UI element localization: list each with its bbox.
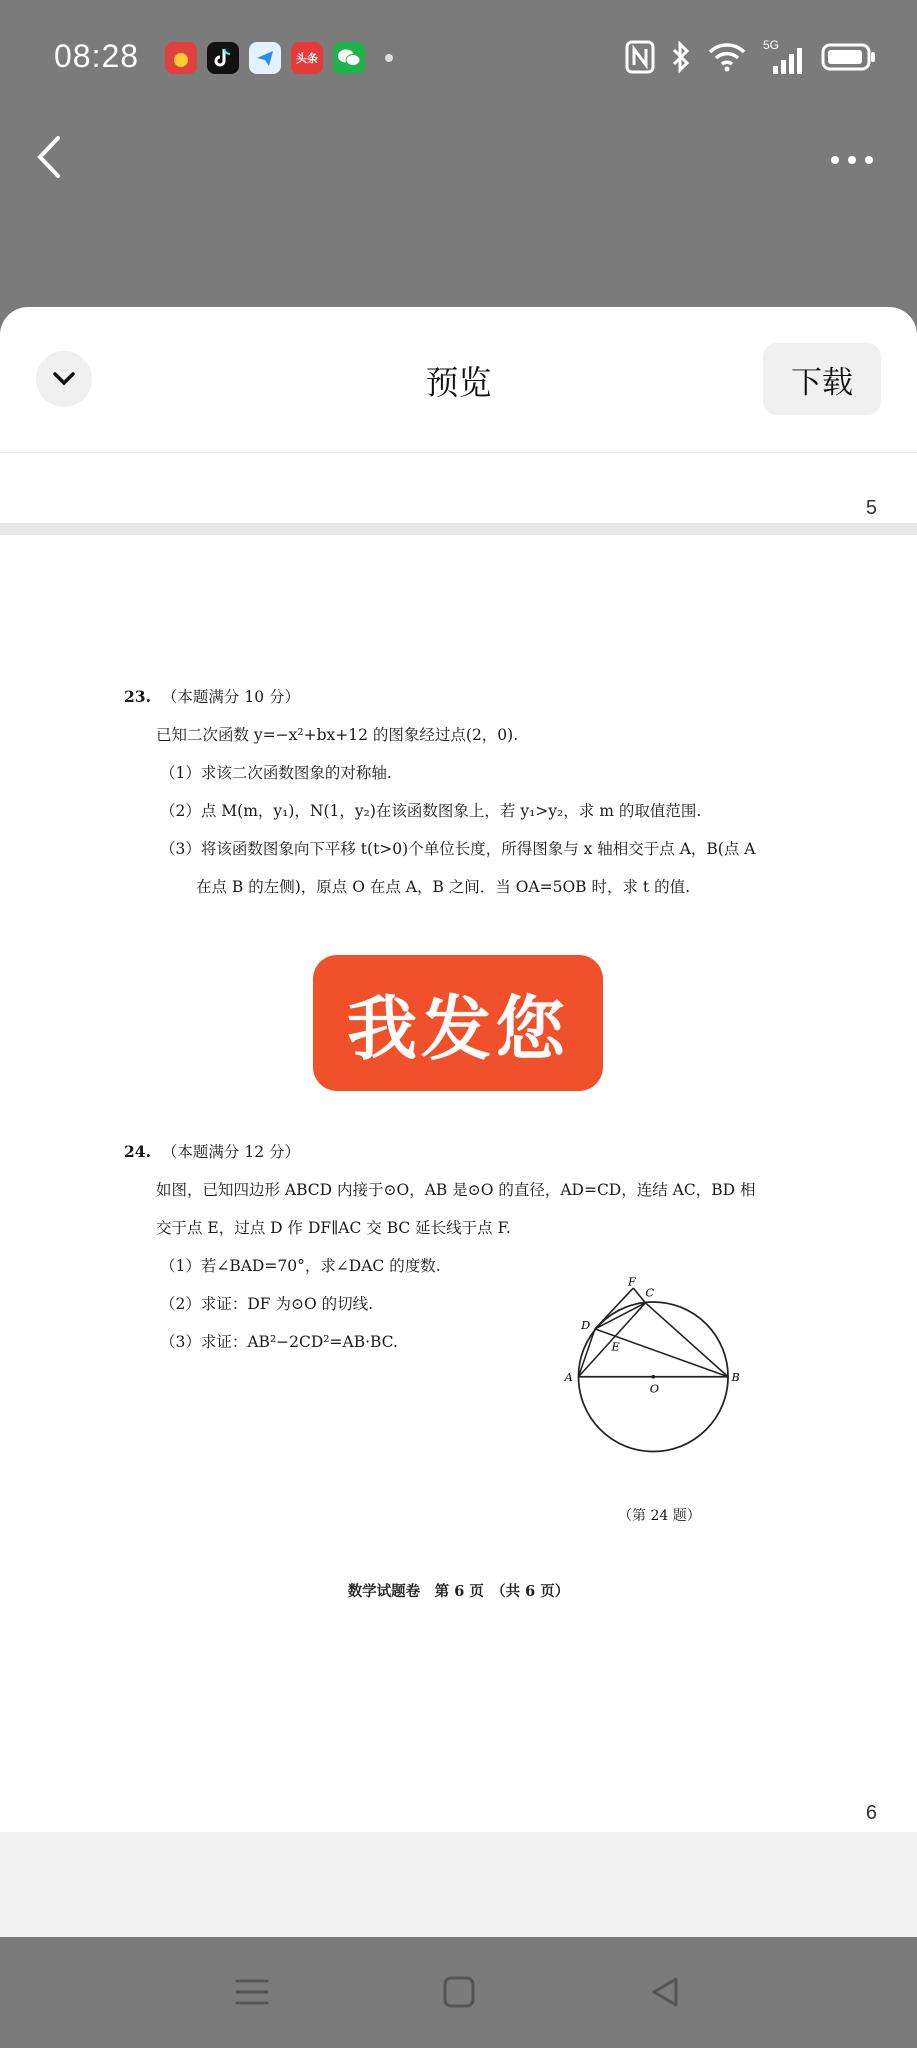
line-dc <box>595 1303 645 1329</box>
label-c: C <box>645 1286 655 1300</box>
page-divider <box>0 523 917 535</box>
system-nav-bar <box>0 1937 917 2048</box>
q23-stem: 已知二次函数 y=−x²+bx+12 的图象经过点(2，0). <box>156 726 519 744</box>
battery-icon <box>821 42 877 72</box>
sheet-bottom-gap <box>0 1832 917 1937</box>
q23-part2: （2）点 M(m，y₁)，N(1，y₂)在该函数图象上，若 y₁>y₂，求 m 的取值范围. <box>160 802 702 820</box>
circle-diagram <box>540 1275 770 1475</box>
menu-icon[interactable] <box>234 1975 270 2009</box>
more-options-button[interactable] <box>827 150 877 170</box>
page-number-prev: 5 <box>865 497 877 519</box>
line-cf <box>633 1288 645 1303</box>
notification-icons <box>165 42 393 74</box>
line-ad <box>578 1329 595 1377</box>
share-overlay-button[interactable]: 我发您 <box>313 955 603 1091</box>
label-a: A <box>564 1371 573 1385</box>
status-time: 08:28 <box>54 38 140 74</box>
q24-part3: （3）求证：AB²−2CD²=AB·BC. <box>160 1333 398 1351</box>
bluetooth-icon <box>671 41 691 73</box>
q24-part2: （2）求证：DF 为⊙O 的切线. <box>160 1295 374 1313</box>
toutiao-icon: 头条 <box>291 42 323 74</box>
more-notifications-dot <box>385 54 393 62</box>
label-f: F <box>628 1275 636 1289</box>
wifi-icon <box>707 42 747 72</box>
tiktok-icon <box>207 42 239 74</box>
page-number-current: 6 <box>865 1802 877 1824</box>
nfc-icon <box>625 40 655 74</box>
q24-header: （本题满分 12 分） <box>161 1143 300 1161</box>
q24-title <box>124 1140 300 1162</box>
system-icons <box>625 40 877 74</box>
center-point <box>651 1375 655 1379</box>
status-bar <box>0 0 917 120</box>
preview-sheet <box>0 307 917 1937</box>
sheet-title: 预览 <box>425 363 492 402</box>
q24-stem-line1: 如图，已知四边形 ABCD 内接于⊙O，AB 是⊙O 的直径，AD=CD，连结 AC，BD 相 <box>156 1181 756 1199</box>
home-icon[interactable] <box>442 1975 476 2009</box>
back-button[interactable] <box>30 132 70 182</box>
q23-header: （本题满分 10 分） <box>161 688 300 706</box>
figure-caption: （第 24 题） <box>618 1508 701 1524</box>
q23-title <box>124 685 300 707</box>
label-b: B <box>731 1371 740 1385</box>
document-page <box>0 535 917 1835</box>
page-footer: 数学试题卷 第 6 页 （共 6 页） <box>347 1583 570 1600</box>
wechat-icon <box>333 42 365 74</box>
news-app-icon <box>165 42 197 74</box>
label-e: E <box>611 1340 620 1354</box>
q23-part3-line1: （3）将该函数图象向下平移 t(t>0)个单位长度，所得图象与 x 轴相交于点 A，B(点 A <box>160 840 756 858</box>
q24-number: 24. <box>124 1142 151 1161</box>
q23-part1: （1）求该二次函数图象的对称轴. <box>160 764 392 782</box>
telegram-icon <box>249 42 281 74</box>
sheet-header <box>0 307 917 453</box>
network-type-label: 5G <box>763 38 780 52</box>
q24-part1: （1）若∠BAD=70°，求∠DAC 的度数. <box>160 1257 441 1275</box>
signal-icon <box>763 40 805 74</box>
q23-number: 23. <box>124 687 151 706</box>
label-d: D <box>581 1318 591 1332</box>
download-button[interactable]: 下载 <box>763 343 881 415</box>
line-bc <box>645 1303 728 1377</box>
more-dots-icon <box>827 150 877 170</box>
q24-stem-line2: 交于点 E，过点 D 作 DF∥AC 交 BC 延长线于点 F. <box>156 1219 511 1237</box>
q23-part3-line2: 在点 B 的左侧)，原点 O 在点 A，B 之间．当 OA=5OB 时，求 t 的值. <box>196 878 691 896</box>
label-o: O <box>649 1382 660 1396</box>
chevron-left-icon <box>30 132 70 182</box>
back-triangle-icon[interactable] <box>648 1975 682 2009</box>
